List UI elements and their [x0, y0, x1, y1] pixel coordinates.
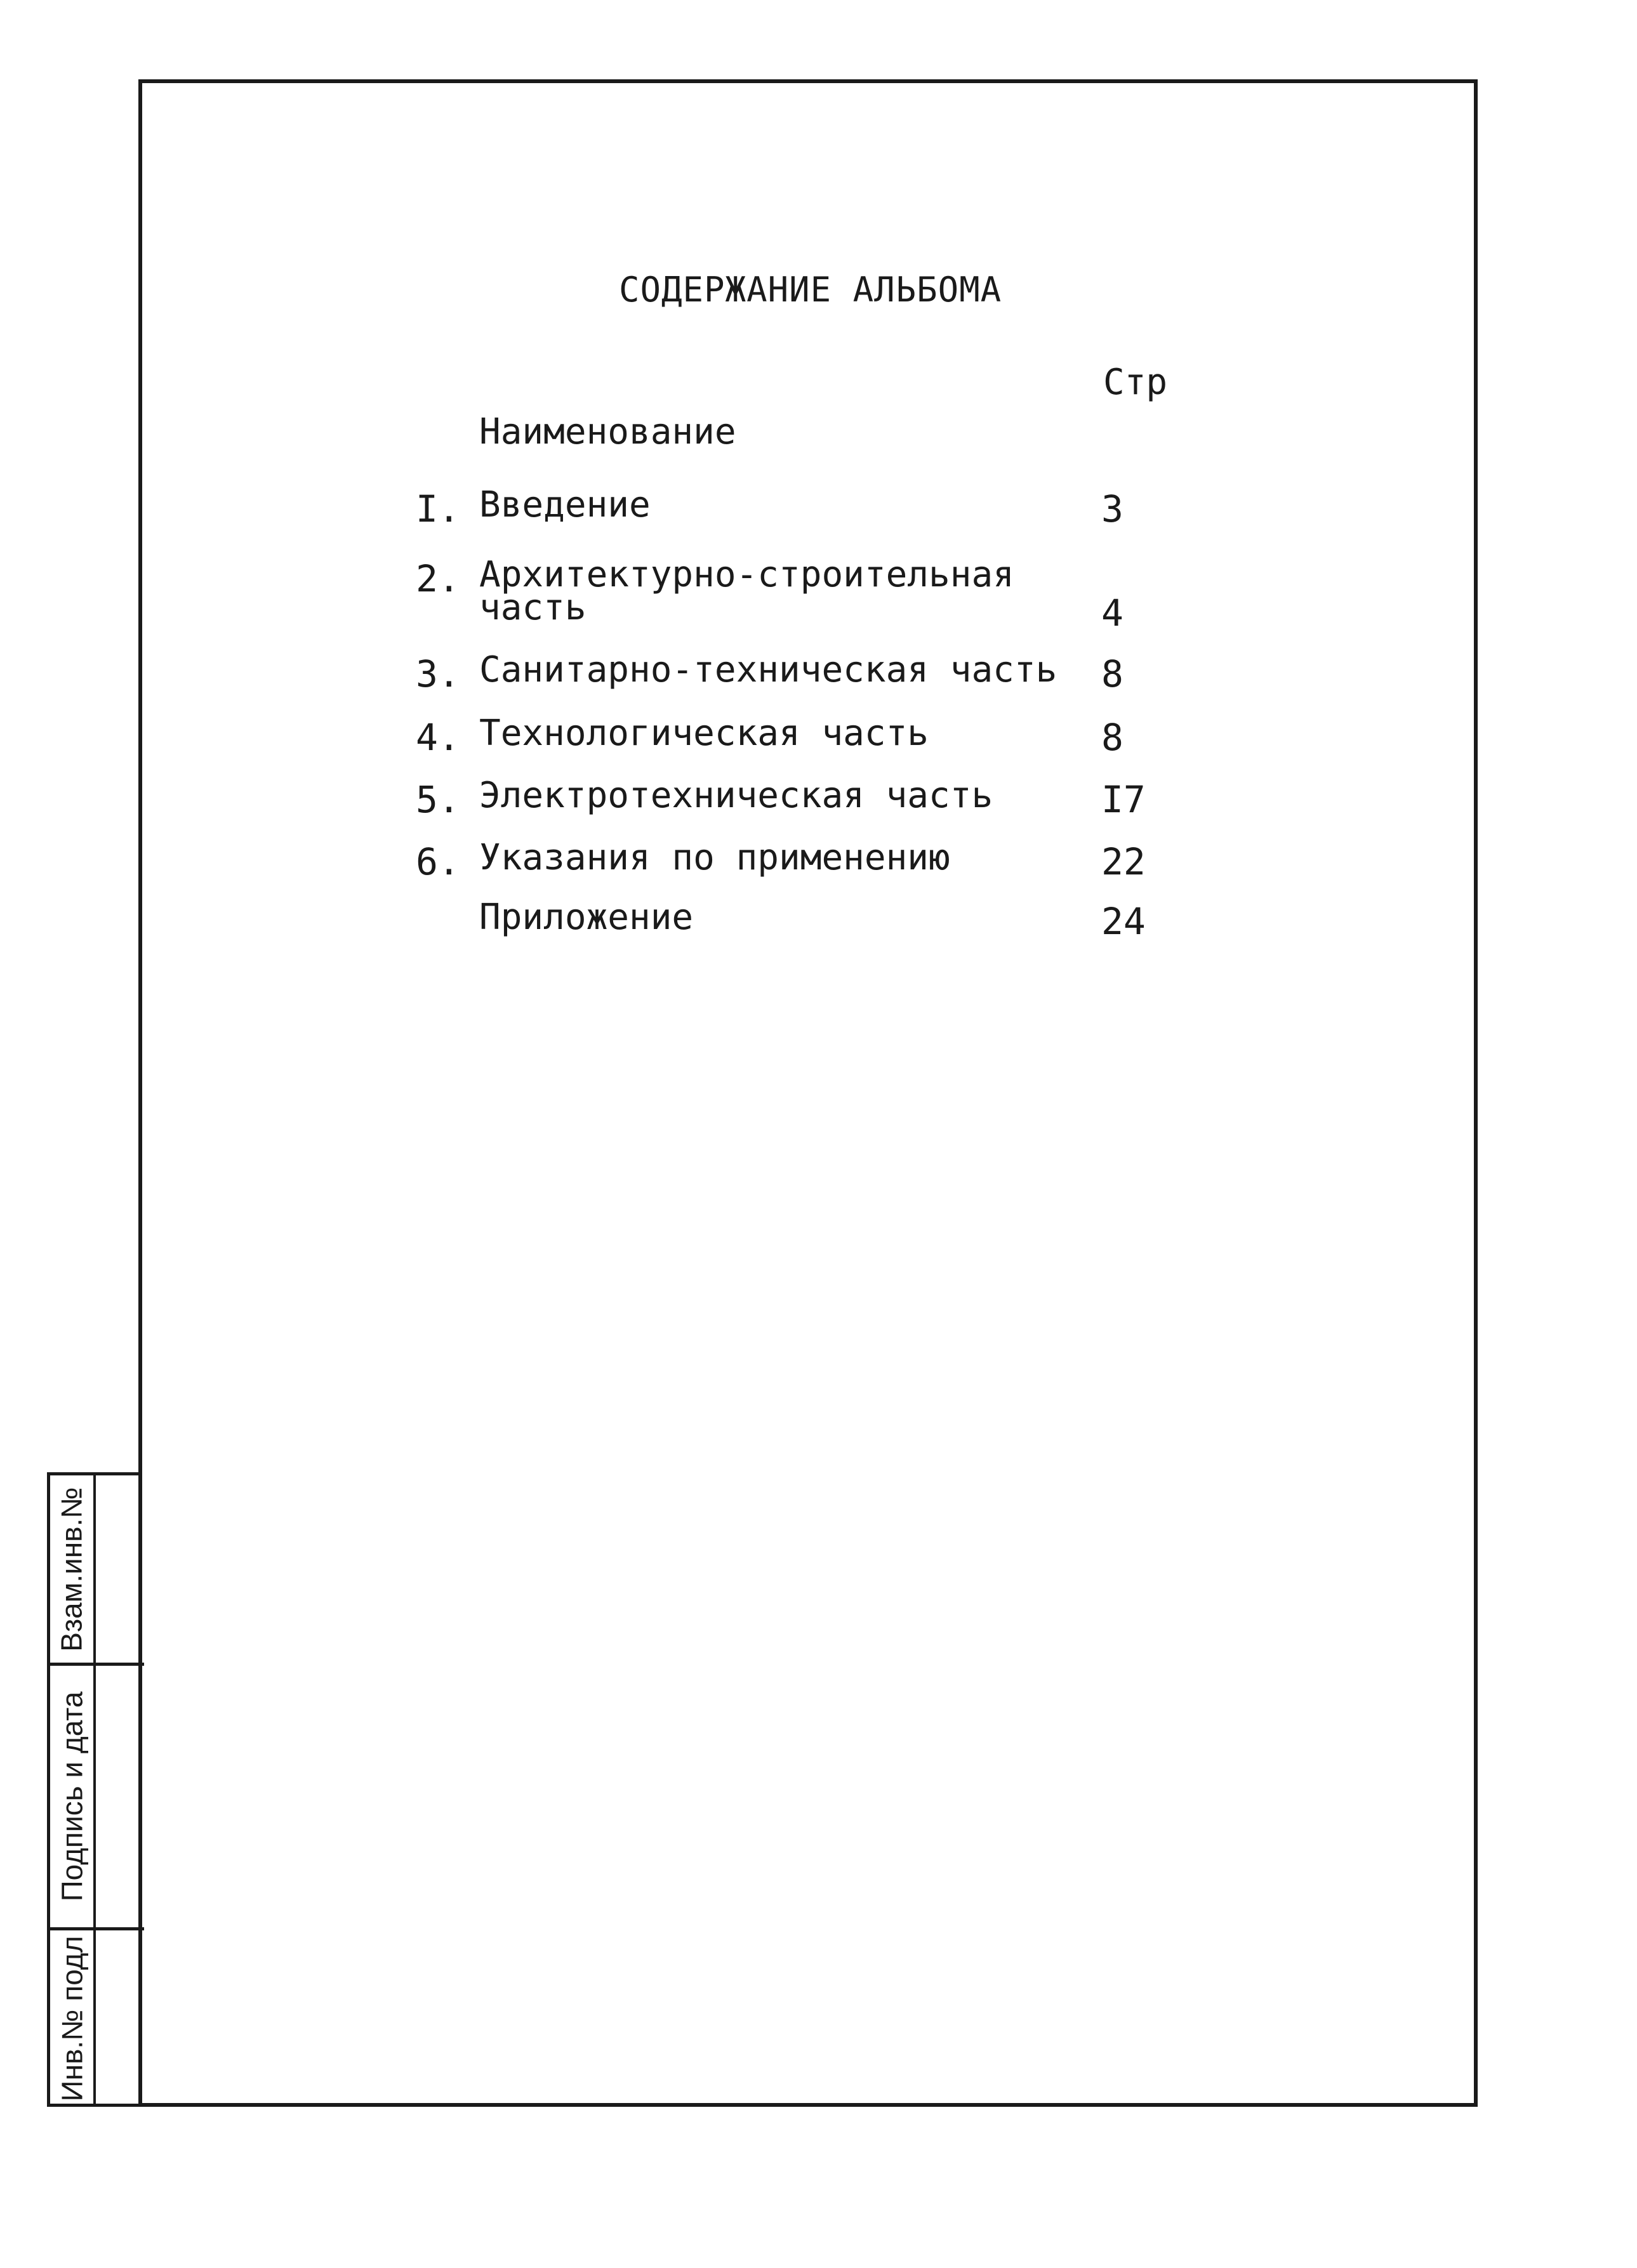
toc-page: 8: [1101, 716, 1123, 759]
toc-row: [0, 837, 1637, 891]
toc-name: Электротехническая часть: [479, 775, 993, 816]
stamp-label-signature-date: Подпись и дата: [55, 1691, 89, 1902]
column-header-page: Стр: [1103, 362, 1168, 403]
toc-row: [0, 713, 1637, 767]
toc-row: [0, 649, 1637, 703]
toc-number: 3.: [416, 652, 460, 696]
toc-page: I7: [1101, 778, 1146, 821]
toc-row: [0, 554, 1637, 640]
toc-row: [0, 484, 1637, 538]
toc-number: 5.: [416, 778, 460, 821]
toc-page: 3: [1101, 487, 1123, 531]
toc-name: Санитарно-техническая часть: [479, 649, 1057, 690]
drawing-sheet-frame: [138, 79, 1478, 2107]
toc-name-continuation: часть: [479, 587, 587, 628]
toc-row: [0, 897, 1637, 951]
stamp-divider: [93, 1475, 96, 2104]
toc-page: 24: [1101, 900, 1146, 943]
toc-page: 8: [1101, 652, 1123, 696]
binding-stamp: [47, 1472, 141, 2107]
stamp-label-original-inventory: Инв.№ подл: [55, 1935, 89, 2102]
toc-row: [0, 775, 1637, 829]
toc-name: Технологическая часть: [479, 713, 929, 754]
toc-number: 2.: [416, 557, 460, 600]
toc-name: Приложение: [479, 897, 694, 938]
column-header-name: Наименование: [479, 411, 736, 452]
toc-number: I.: [416, 487, 460, 531]
stamp-label-replace-inventory: Взам.инв.№: [55, 1486, 88, 1652]
toc-page: 22: [1101, 840, 1146, 883]
toc-page: 4: [1101, 591, 1123, 635]
toc-number: 6.: [416, 840, 460, 883]
toc-name: Архитектурно-строительная: [479, 554, 1014, 595]
toc-name: Указания по применению: [479, 837, 950, 878]
page-title: СОДЕРЖАНИЕ АЛЬБОМА: [619, 270, 1002, 310]
toc-name: Введение: [479, 484, 651, 525]
toc-number: 4.: [416, 716, 460, 759]
